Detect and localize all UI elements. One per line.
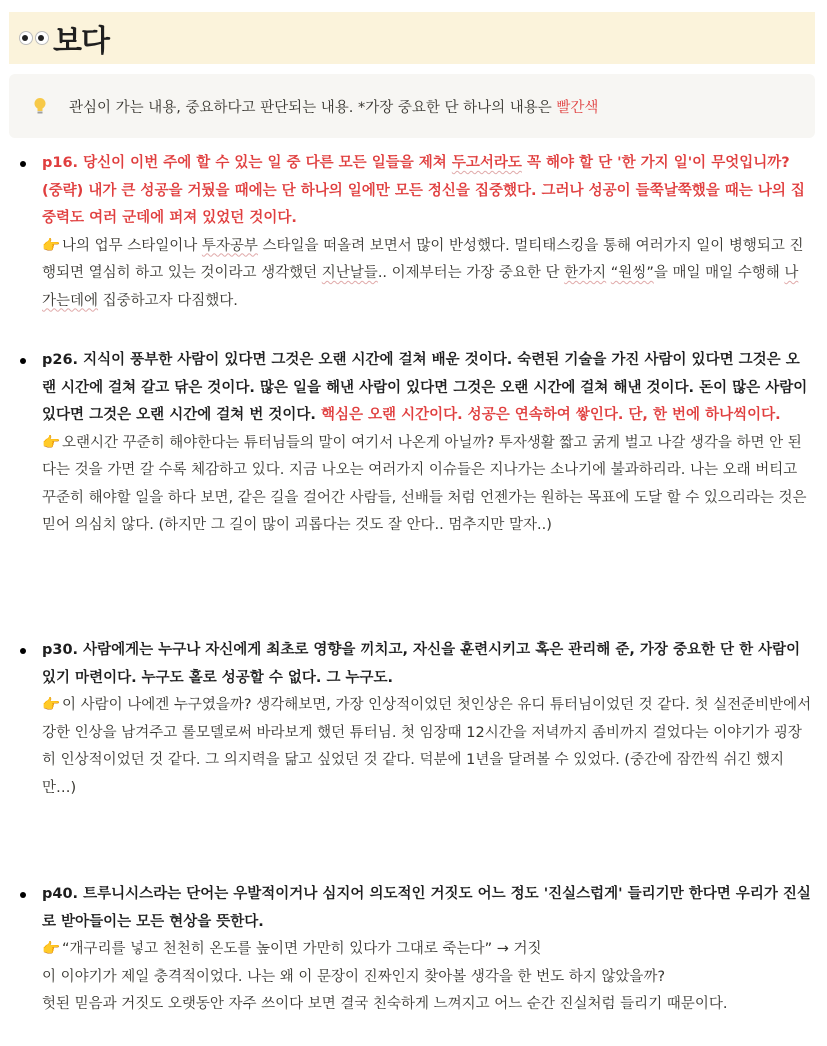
bullet — [20, 161, 26, 167]
list-item — [20, 637, 812, 802]
reflection-text: 👉 오랜시간 꾸준히 해야한다는 튜터님들의 말이 여기서 나온게 아닐까? 투자생활 짧고 굵게 벌고 나갈 생각을 하면 안 된다는 것을 가면 갈 수록 체감하고 있다. 지금 나오는 여러가지 이슈들은 지나가는 소나기에 불과하리라. 나는 오래 버티고 꾸준히 해야할 일을 하다 보면, 같은 길을 걸어간 사람들, 선배들 처럼 언젠가는 원하는 목표에 도달 할 수 있으리라는 것은 믿어 의심치 않다. (하지만 그 길이 많이 괴롭다는 것도 잘 안다.. 멈추지만 말자..) — [42, 430, 812, 540]
page-heading — [9, 12, 815, 64]
reflection-text: 👉 이 사람이 나에겐 누구였을까? 생각해보면, 가장 인상적이었던 첫인상은 유디 튜터님이었던 것 같다. 첫 실전준비반에서 강한 인상을 남겨주고 롤모델로써 바라보게 했던 튜터님. 첫 임장때 12시간을 저녁까지 좀비까지 걸었다는 이야기가 굉장히 인상적이었던 것 같다. 그 의지력을 닮고 싶었던 것 같다. 덕분에 1년을 달려볼 수 있었다. (중간에 잠깐씩 쉬긴 했지만…) — [42, 692, 812, 802]
reflection-text: 이 이야기가 제일 충격적이었다. 나는 왜 이 문장이 진짜인지 찾아볼 생각을 한 번도 하지 않았을까? — [42, 968, 666, 985]
pointing-hand-icon: 👉 — [42, 941, 61, 957]
reflection-text: 👉 “개구리를 넣고 천천히 온도를 높이면 가만히 있다가 그대로 죽는다” → 거짓 — [42, 936, 812, 964]
quote-text: p40. 트루니시스라는 단어는 우발적이거나 심지어 의도적인 거짓도 어느 정도 '진실스럽게' 들리기만 한다면 우리가 진실로 받아들이는 모든 현상을 뜻한다. — [42, 886, 811, 930]
eyes-icon — [19, 31, 49, 45]
pointing-hand-icon: 👉 — [42, 697, 61, 713]
callout-highlight: 빨간색 — [556, 99, 599, 116]
quote-text: p26. 지식이 풍부한 사람이 있다면 그것은 오랜 시간에 걸쳐 배운 것이다. 숙련된 기술을 가진 사람이 있다면 그것은 오랜 시간에 걸쳐 갈고 닦은 것이다. 많은 일을 해낸 사람이 있다면 그것은 오랜 시간에 걸쳐 해낸 것이다. 돈이 많은 사람이 있다면 그것은 오랜 시간에 걸쳐 번 것이다. 핵심은 오랜 시간이다. 성공은 연속하여 쌓인다. 단, 한 번에 하나씩이다. — [42, 352, 808, 423]
quote-text: p16. 당신이 이번 주에 할 수 있는 일 중 다른 모든 일들을 제쳐 두고서라도 꼭 해야 할 단 '한 가지 일'이 무엇입니까? (중략) 내가 큰 성공을 거뒀을 때에는 단 하나의 일에만 모든 정신을 집중했다. 그러나 성공이 들쭉날쭉했을 때는 나의 집중력도 여러 군데에 퍼져 있었던 것이다. — [42, 155, 805, 226]
page-title: 보다 — [53, 24, 109, 59]
key-point: 핵심은 오랜 시간이다. 성공은 연속하여 쌓인다. 단, 한 번에 하나씩이다. — [320, 407, 781, 423]
bullet — [20, 648, 26, 654]
bullet — [20, 358, 26, 364]
quote-text: p30. 사람에게는 누구나 자신에게 최초로 영향을 끼치고, 자신을 훈련시키고 혹은 관리해 준, 가장 중요한 단 한 사람이 있기 마련이다. 누구도 홀로 성공할 수 없다. 그 누구도. — [42, 642, 801, 686]
callout-text: 관심이 가는 내용, 중요하다고 판단되는 내용. *가장 중요한 단 하나의 내용은 빨간색 — [69, 99, 599, 116]
reflection-text: 👉 나의 업무 스타일이나 투자공부 스타일을 떠올려 보면서 많이 반성했다. 멀티태스킹을 통해 여러가지 일이 병행되고 진행되면 열심히 하고 있는 것이라고 생각했던 지난날들.. 이제부터는 가장 중요한 단 한가지 “원씽”을 매일 매일 수행해 나가는데에 집중하고자 다짐했다. — [42, 233, 812, 316]
list-item — [20, 347, 812, 540]
list-item — [20, 150, 812, 315]
list-item — [20, 881, 812, 1019]
lightbulb-icon — [29, 97, 51, 115]
pointing-hand-icon: 👉 — [42, 434, 61, 451]
bullet — [20, 892, 26, 898]
reflection-text: 헛된 믿음과 거짓도 오랫동안 자주 쓰이다 보면 결국 친숙하게 느껴지고 어느 순간 진실처럼 들리기 때문이다. — [42, 996, 728, 1012]
callout — [9, 74, 815, 138]
pointing-hand-icon: 👉 — [42, 237, 61, 254]
